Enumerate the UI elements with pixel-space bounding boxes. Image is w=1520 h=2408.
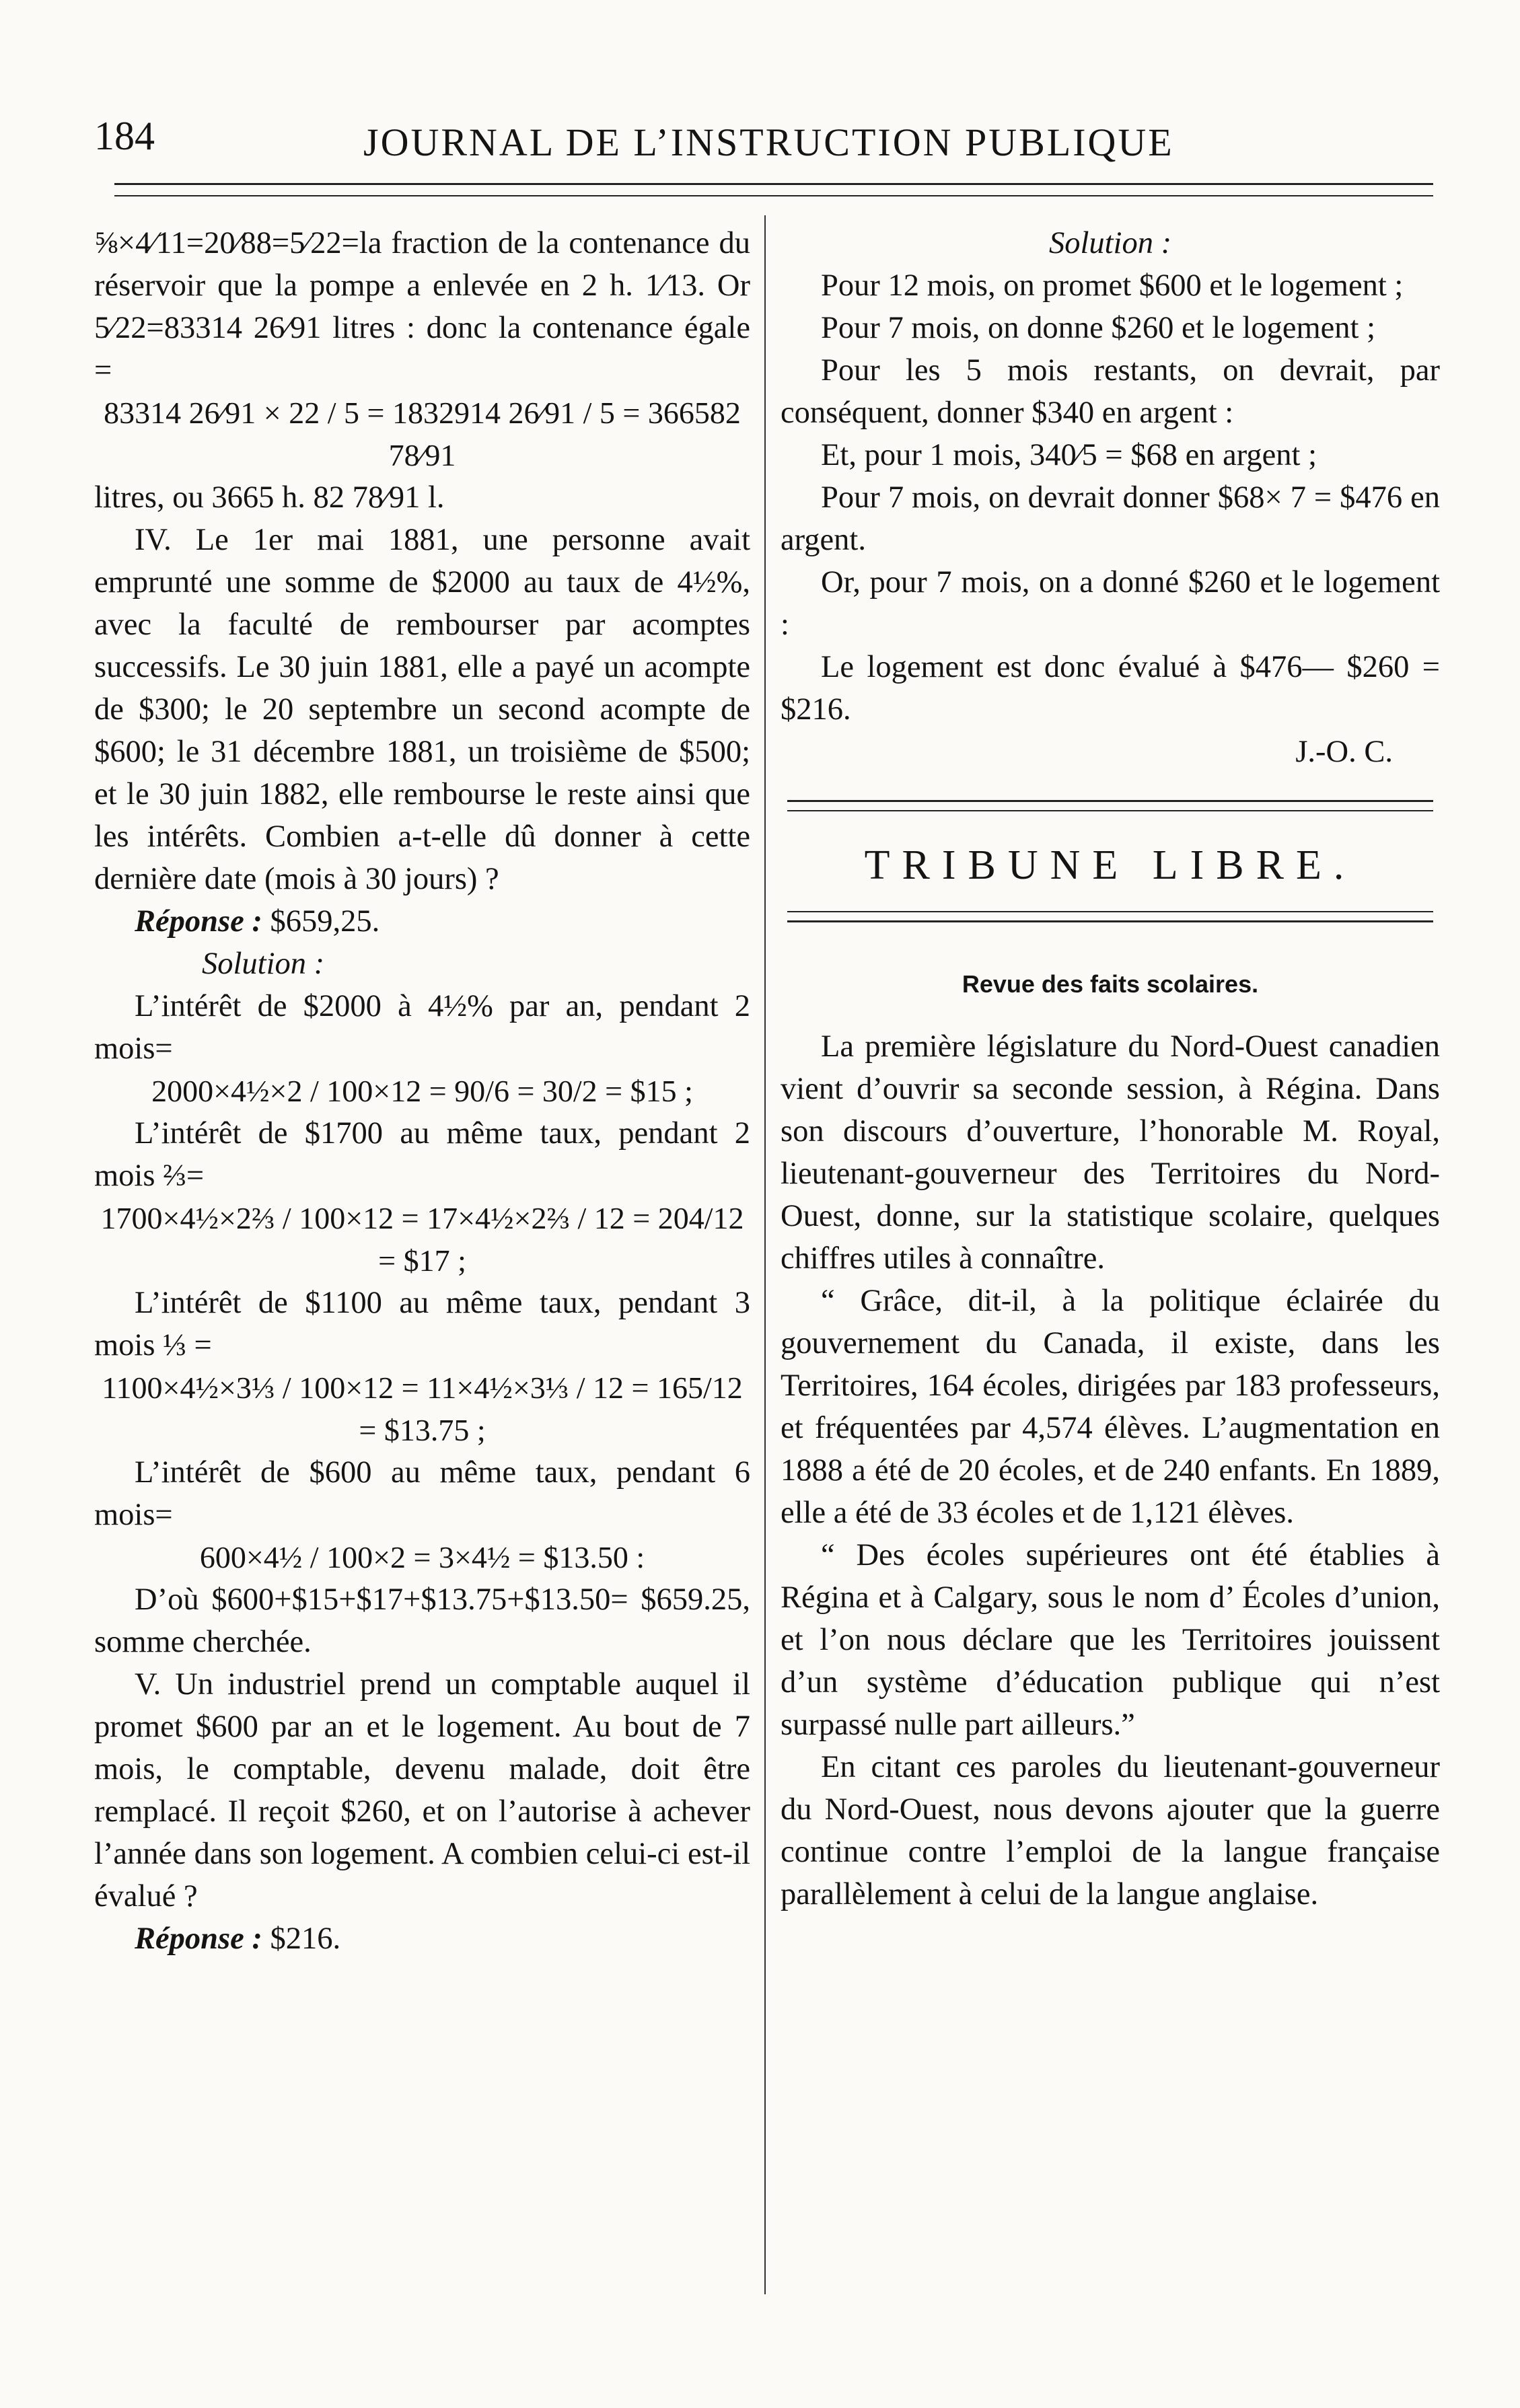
solution-iv-label: Solution : bbox=[202, 947, 325, 981]
solution-iv-step2: L’intérêt de $1700 au même taux, pendant 2 mois ⅔= bbox=[94, 1116, 750, 1193]
article-paragraph-2: “ Grâce, dit-il, à la politique éclairée du gouvernement du Canada, il existe, dans les Territoires, 164 écoles, dirigées par 183 professeurs, et fréquentées par 4,574 élèves. L’augmentation en 1888 a été de 20 écoles, et de 240 enfants. En 1889, elle a été de 33 écoles et de 1,121 élèves. bbox=[781, 1284, 1440, 1530]
equation-1700: 1700×4½×2⅔ / 100×12 = 17×4½×2⅔ / 12 = 204/12 = $17 ; bbox=[100, 1201, 744, 1278]
right-column bbox=[781, 222, 1440, 1916]
section-rule-bottom bbox=[787, 911, 1433, 912]
article-paragraph-3: “ Des écoles supérieures ont été établies à Régina et à Calgary, sous le nom d’ Écoles d’union, et l’on nous déclare que les Territoires jouissent d’un système d’éducation publique qui n’est surpassé nulle part ailleurs.” bbox=[781, 1538, 1440, 1742]
solution-iv-step1: L’intérêt de $2000 à 4½% par an, pendant 2 mois= bbox=[94, 989, 750, 1066]
equation-contenance: 83314 26⁄91 × 22 / 5 = 1832914 26⁄91 / 5 = 366582 78⁄91 bbox=[104, 396, 741, 472]
solution-iv-step4: L’intérêt de $600 au même taux, pendant 6 mois= bbox=[94, 1455, 750, 1532]
answer-iv-label: Réponse : bbox=[135, 904, 262, 939]
section-rule-top bbox=[787, 800, 1433, 802]
section-subtitle: Revue des faits scolaires. bbox=[962, 970, 1259, 998]
paragraph-litres: litres, ou 3665 h. 82 78⁄91 l. bbox=[94, 480, 445, 515]
answer-v bbox=[94, 1918, 750, 1960]
solution-v-step7: Le logement est donc évalué à $476— $260 = $216. bbox=[781, 650, 1440, 727]
answer-v-label: Réponse : bbox=[135, 1922, 262, 1956]
signature: J.-O. C. bbox=[1295, 735, 1393, 769]
page-header bbox=[0, 101, 1520, 182]
column-separator bbox=[764, 215, 766, 2294]
section-rule-top-2 bbox=[787, 810, 1433, 811]
solution-v-step6: Or, pour 7 mois, on a donné $260 et le logement : bbox=[781, 565, 1440, 642]
article-paragraph-4: En citant ces paroles du lieutenant-gouverneur du Nord-Ouest, nous devons ajouter que la guerre continue contre l’emploi de la langue française parallèlement à celui de la langue anglaise. bbox=[781, 1750, 1440, 1911]
solution-iv-step3: L’intérêt de $1100 au même taux, pendant 3 mois ⅓ = bbox=[94, 1286, 750, 1362]
answer-v-value: $216. bbox=[270, 1922, 341, 1956]
solution-v-step3: Pour les 5 mois restants, on devrait, par conséquent, donner $340 en argent : bbox=[781, 353, 1440, 430]
solution-v-step4: Et, pour 1 mois, 340⁄5 = $68 en argent ; bbox=[821, 438, 1317, 472]
header-rule-top bbox=[114, 183, 1433, 185]
section-title: TRIBUNE LIBRE. bbox=[864, 842, 1356, 888]
answer-iv bbox=[94, 900, 750, 943]
header-rule-bottom bbox=[114, 195, 1433, 196]
answer-iv-value: $659,25. bbox=[270, 904, 380, 939]
solution-v-step2: Pour 7 mois, on donne $260 et le logement ; bbox=[821, 311, 1375, 345]
equation-2000: 2000×4½×2 / 100×12 = 90/6 = 30/2 = $15 ; bbox=[151, 1074, 693, 1108]
page-number: 184 bbox=[94, 114, 155, 158]
article-paragraph-1: La première législature du Nord-Ouest canadien vient d’ouvrir sa seconde session, à Régina. Dans son discours d’ouverture, l’honorable M. Royal, lieutenant-gouverneur des Territoires du Nord-Ouest, donne, sur la statistique scolaire, quelques chiffres utiles à connaître. bbox=[781, 1029, 1440, 1276]
problem-iv: IV. Le 1er mai 1881, une personne avait emprunté une somme de $2000 au taux de 4½%, avec la faculté de rembourser par acomptes successifs. Le 30 juin 1881, elle a payé un acompte de $300; le 20 septembre un second acompte de $600; le 31 décembre 1881, un troisième de $500; et le 30 juin 1882, elle rembourse le reste ainsi que les intérêts. Combien a-t-elle dû donner à cette dernière date (mois à 30 jours) ? bbox=[94, 523, 750, 896]
left-column bbox=[94, 222, 750, 1960]
equation-600: 600×4½ / 100×2 = 3×4½ = $13.50 : bbox=[199, 1540, 645, 1574]
solution-v-step5: Pour 7 mois, on devrait donner $68× 7 = $476 en argent. bbox=[781, 480, 1440, 557]
paragraph-fraction: ⅝×4⁄11=20⁄88=5⁄22=la fraction de la contenance du réservoir que la pompe a enlevée en 2 h. 1⁄13. Or 5⁄22=83314 26⁄91 litres : donc la contenance égale = bbox=[94, 226, 750, 388]
solution-v-step1: Pour 12 mois, on promet $600 et le logement ; bbox=[821, 268, 1404, 303]
solution-v-label: Solution : bbox=[1048, 226, 1172, 260]
journal-title: JOURNAL DE L’INSTRUCTION PUBLIQUE bbox=[363, 120, 1174, 164]
section-rule-bottom-2 bbox=[787, 920, 1433, 922]
solution-iv-total: D’où $600+$15+$17+$13.75+$13.50= $659.25, somme cherchée. bbox=[94, 1582, 750, 1659]
equation-1100: 1100×4½×3⅓ / 100×12 = 11×4½×3⅓ / 12 = 165/12 = $13.75 ; bbox=[102, 1371, 743, 1447]
problem-v: V. Un industriel prend un comptable auquel il promet $600 par an et le logement. Au bout de 7 mois, le comptable, devenu malade, doit être remplacé. Il reçoit $260, et on l’autorise à achever l’année dans son logement. A combien celui-ci est-il évalué ? bbox=[94, 1667, 750, 1913]
